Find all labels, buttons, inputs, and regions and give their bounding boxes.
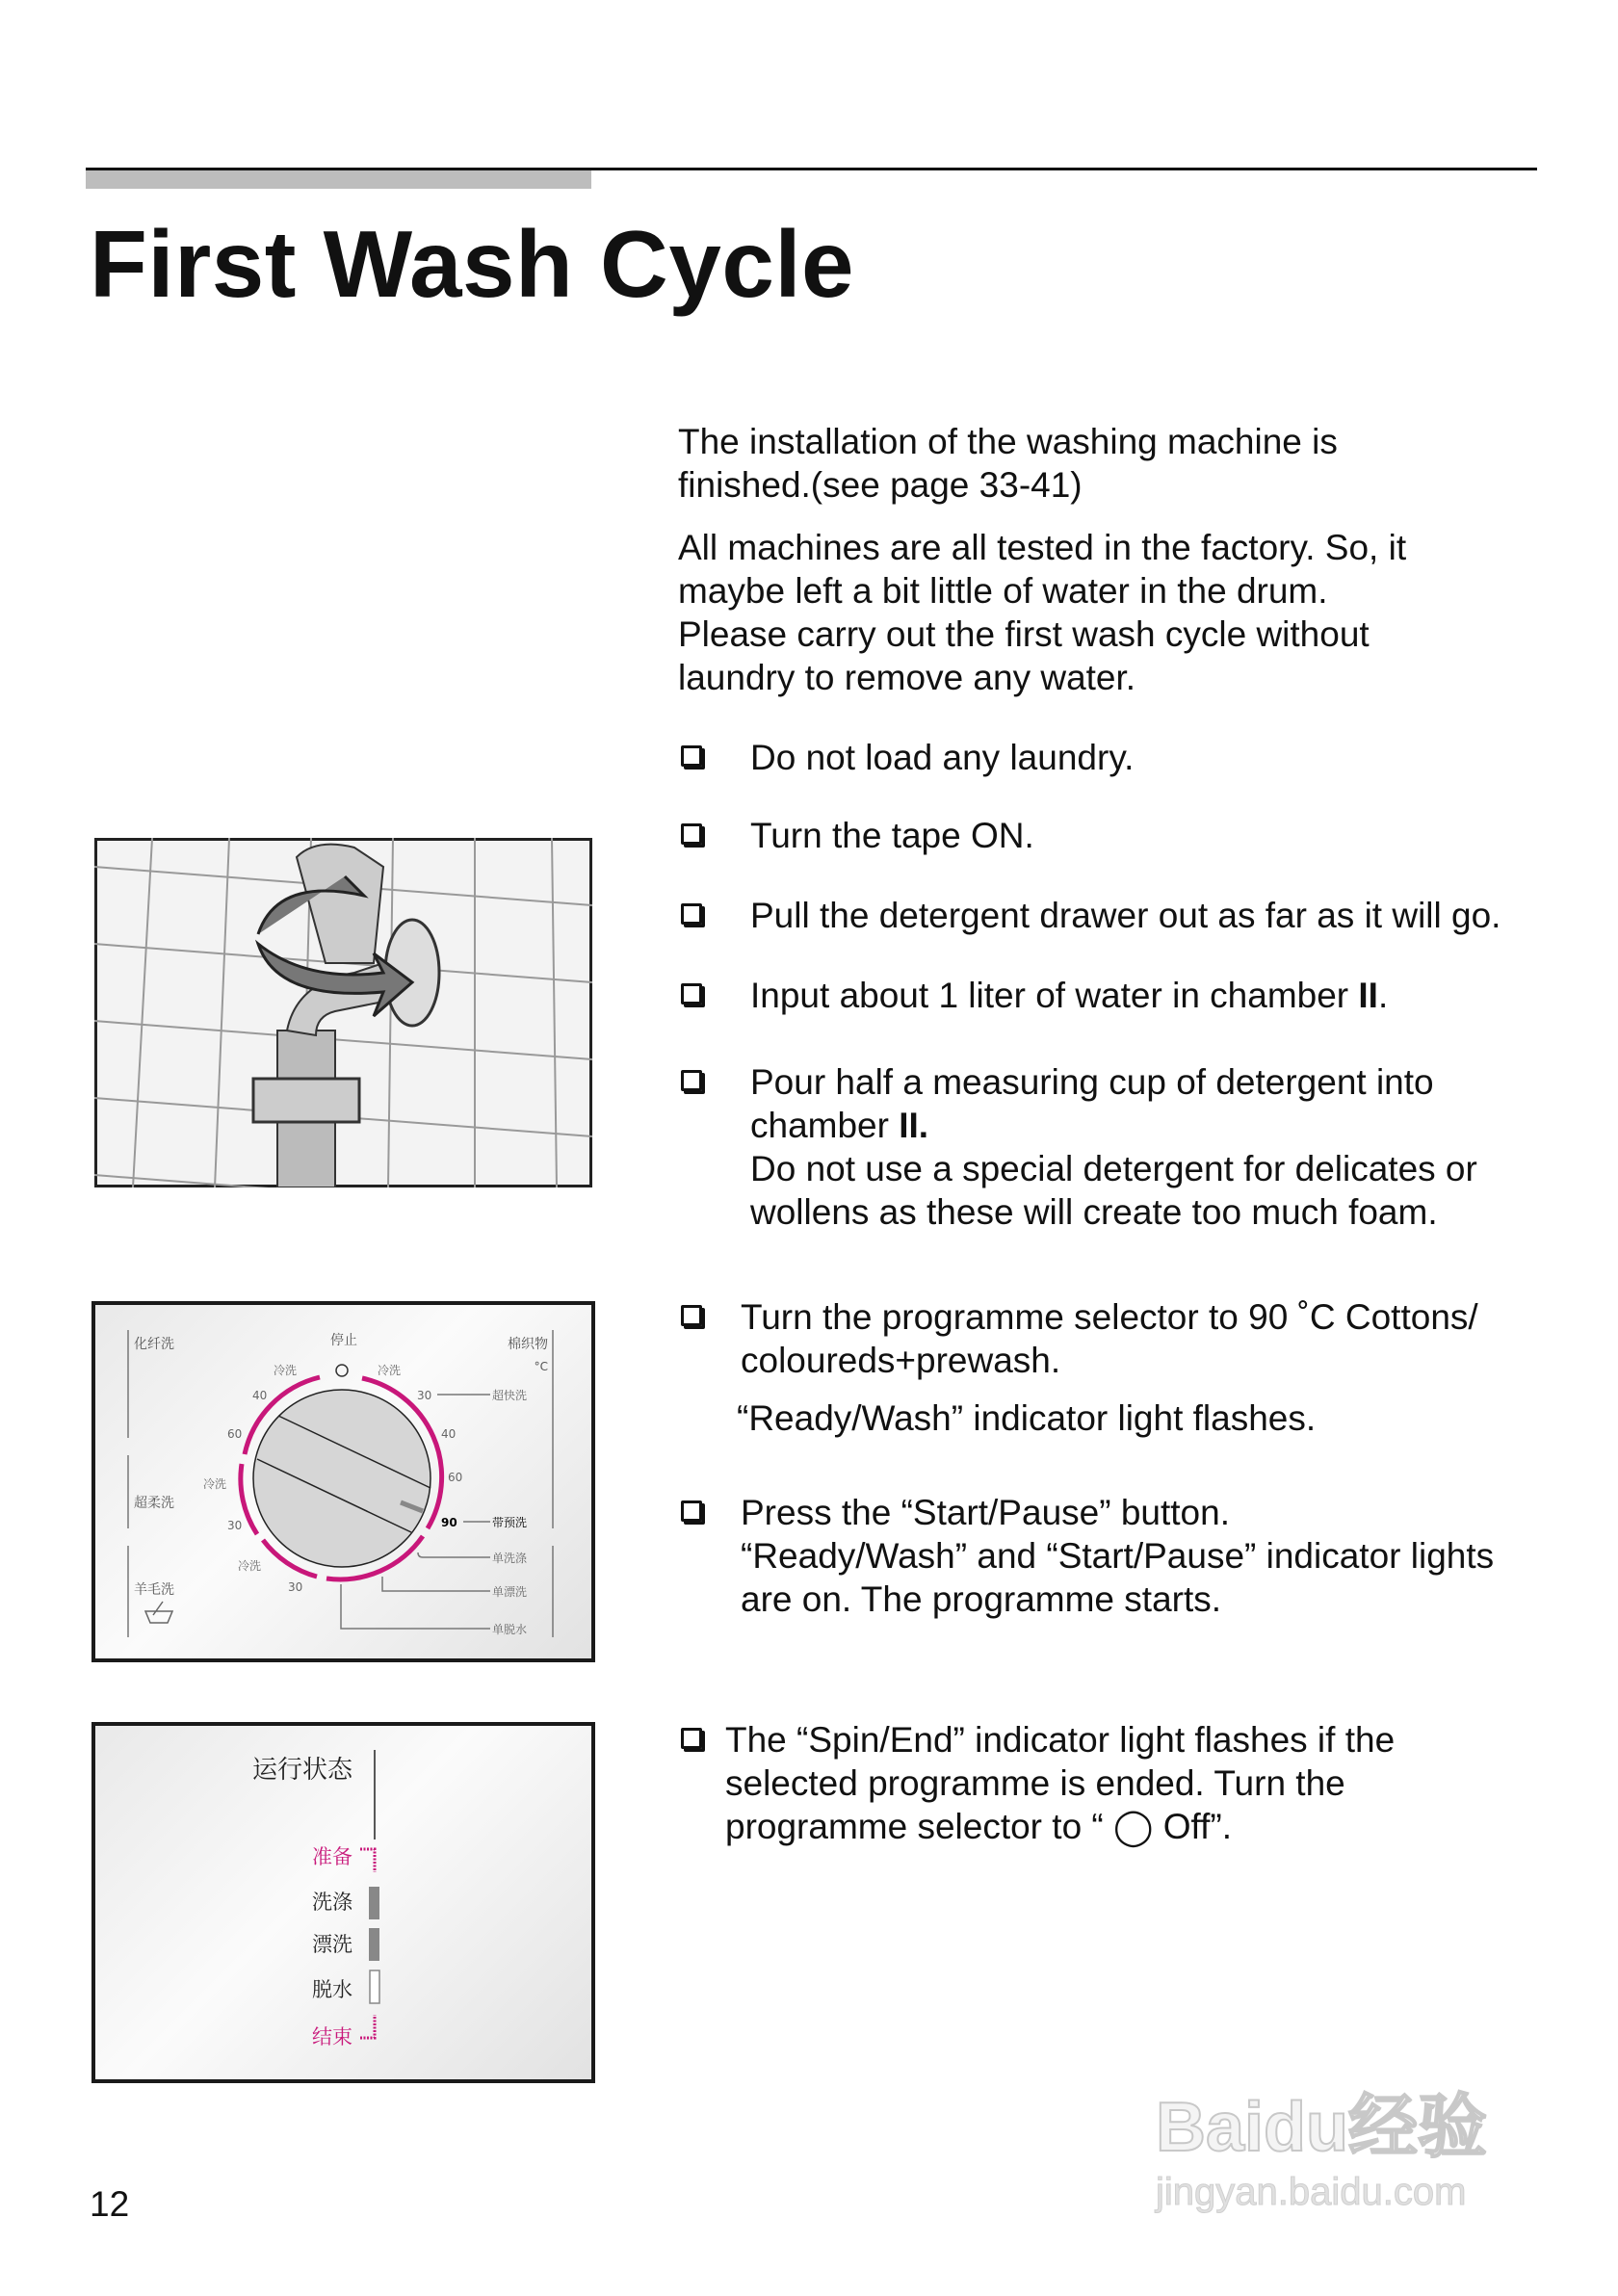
- rinse-indicator: [369, 1928, 379, 1961]
- label-rinse-only: 单漂洗: [492, 1585, 528, 1599]
- status-ready-label: 准备: [312, 1845, 352, 1868]
- label-temp: 40: [441, 1427, 457, 1441]
- intro-paragraph-2: All machines are all tested in the factory. So, it maybe left a bit little of water in the drum. Please carry out the first wash cycle without laundry to remove any water.: [678, 528, 1407, 697]
- baidu-watermark: [1156, 2071, 1541, 2244]
- end-indicator: [360, 2015, 375, 2038]
- page-title: First Wash Cycle: [90, 211, 855, 317]
- checkbox-icon: [681, 1070, 702, 1091]
- label-temp: 30: [417, 1389, 432, 1402]
- faucet-illustration: [94, 838, 592, 1187]
- programme-selector-panel: [91, 1301, 595, 1662]
- label-delicate: 超柔洗: [134, 1496, 174, 1511]
- status-end-label: 结束: [312, 2025, 352, 2048]
- checkbox-icon: [681, 1500, 702, 1522]
- checkbox-icon: [681, 823, 702, 845]
- watermark-logo: Baidu经验: [1156, 2089, 1488, 2166]
- label-temp: 30: [227, 1519, 243, 1532]
- status-rinse-label: 漂洗: [312, 1933, 352, 1956]
- label-cold: 冷洗: [274, 1364, 298, 1377]
- label-cotton: 棉织物: [508, 1337, 548, 1352]
- status-indicator-panel: [91, 1722, 595, 2083]
- label-prewash: 带预洗: [492, 1516, 528, 1529]
- label-temp: 60: [448, 1471, 463, 1484]
- label-spin-only: 单脱水: [492, 1623, 528, 1636]
- checkbox-icon: [681, 745, 702, 767]
- wash-indicator: [369, 1887, 379, 1919]
- label-wash-only: 单洗涤: [492, 1552, 528, 1565]
- label-temp-selected: 90: [441, 1516, 457, 1529]
- status-title: 运行状态: [251, 1756, 352, 1785]
- label-cold: 冷洗: [378, 1364, 402, 1377]
- intro-paragraph-1: The installation of the washing machine is finished.(see page 33-41): [678, 422, 1338, 505]
- label-temp: 40: [252, 1389, 268, 1402]
- page-number: 12: [90, 2184, 130, 2224]
- status-wash-label: 洗涤: [312, 1891, 352, 1914]
- label-stop: 停止: [330, 1333, 357, 1348]
- checkbox-icon: [681, 1728, 702, 1749]
- label-wool: 羊毛洗: [134, 1582, 174, 1598]
- label-quick: 超快洗: [492, 1389, 528, 1402]
- programme-dial-diagram: [95, 1305, 591, 1658]
- label-cold: 冷洗: [238, 1559, 262, 1573]
- label-synthetic: 化纤洗: [134, 1337, 174, 1352]
- status-indicator-diagram: [95, 1726, 591, 2079]
- ready-indicator: [360, 1849, 375, 1872]
- label-temp: 30: [288, 1580, 303, 1594]
- handwash-icon: [145, 1602, 172, 1623]
- checkbox-icon: [681, 903, 702, 925]
- watermark-url: jingyan.baidu.com: [1156, 2171, 1467, 2213]
- checkbox-icon: [681, 983, 702, 1004]
- spin-indicator: [370, 1970, 379, 2003]
- header-accent-bar: [86, 170, 591, 189]
- label-celsius: °C: [534, 1360, 548, 1373]
- off-position-icon: [336, 1365, 348, 1376]
- label-cold: 冷洗: [203, 1477, 227, 1491]
- checkbox-icon: [681, 1305, 702, 1326]
- label-temp: 60: [227, 1427, 243, 1441]
- status-spin-label: 脱水: [312, 1978, 352, 2001]
